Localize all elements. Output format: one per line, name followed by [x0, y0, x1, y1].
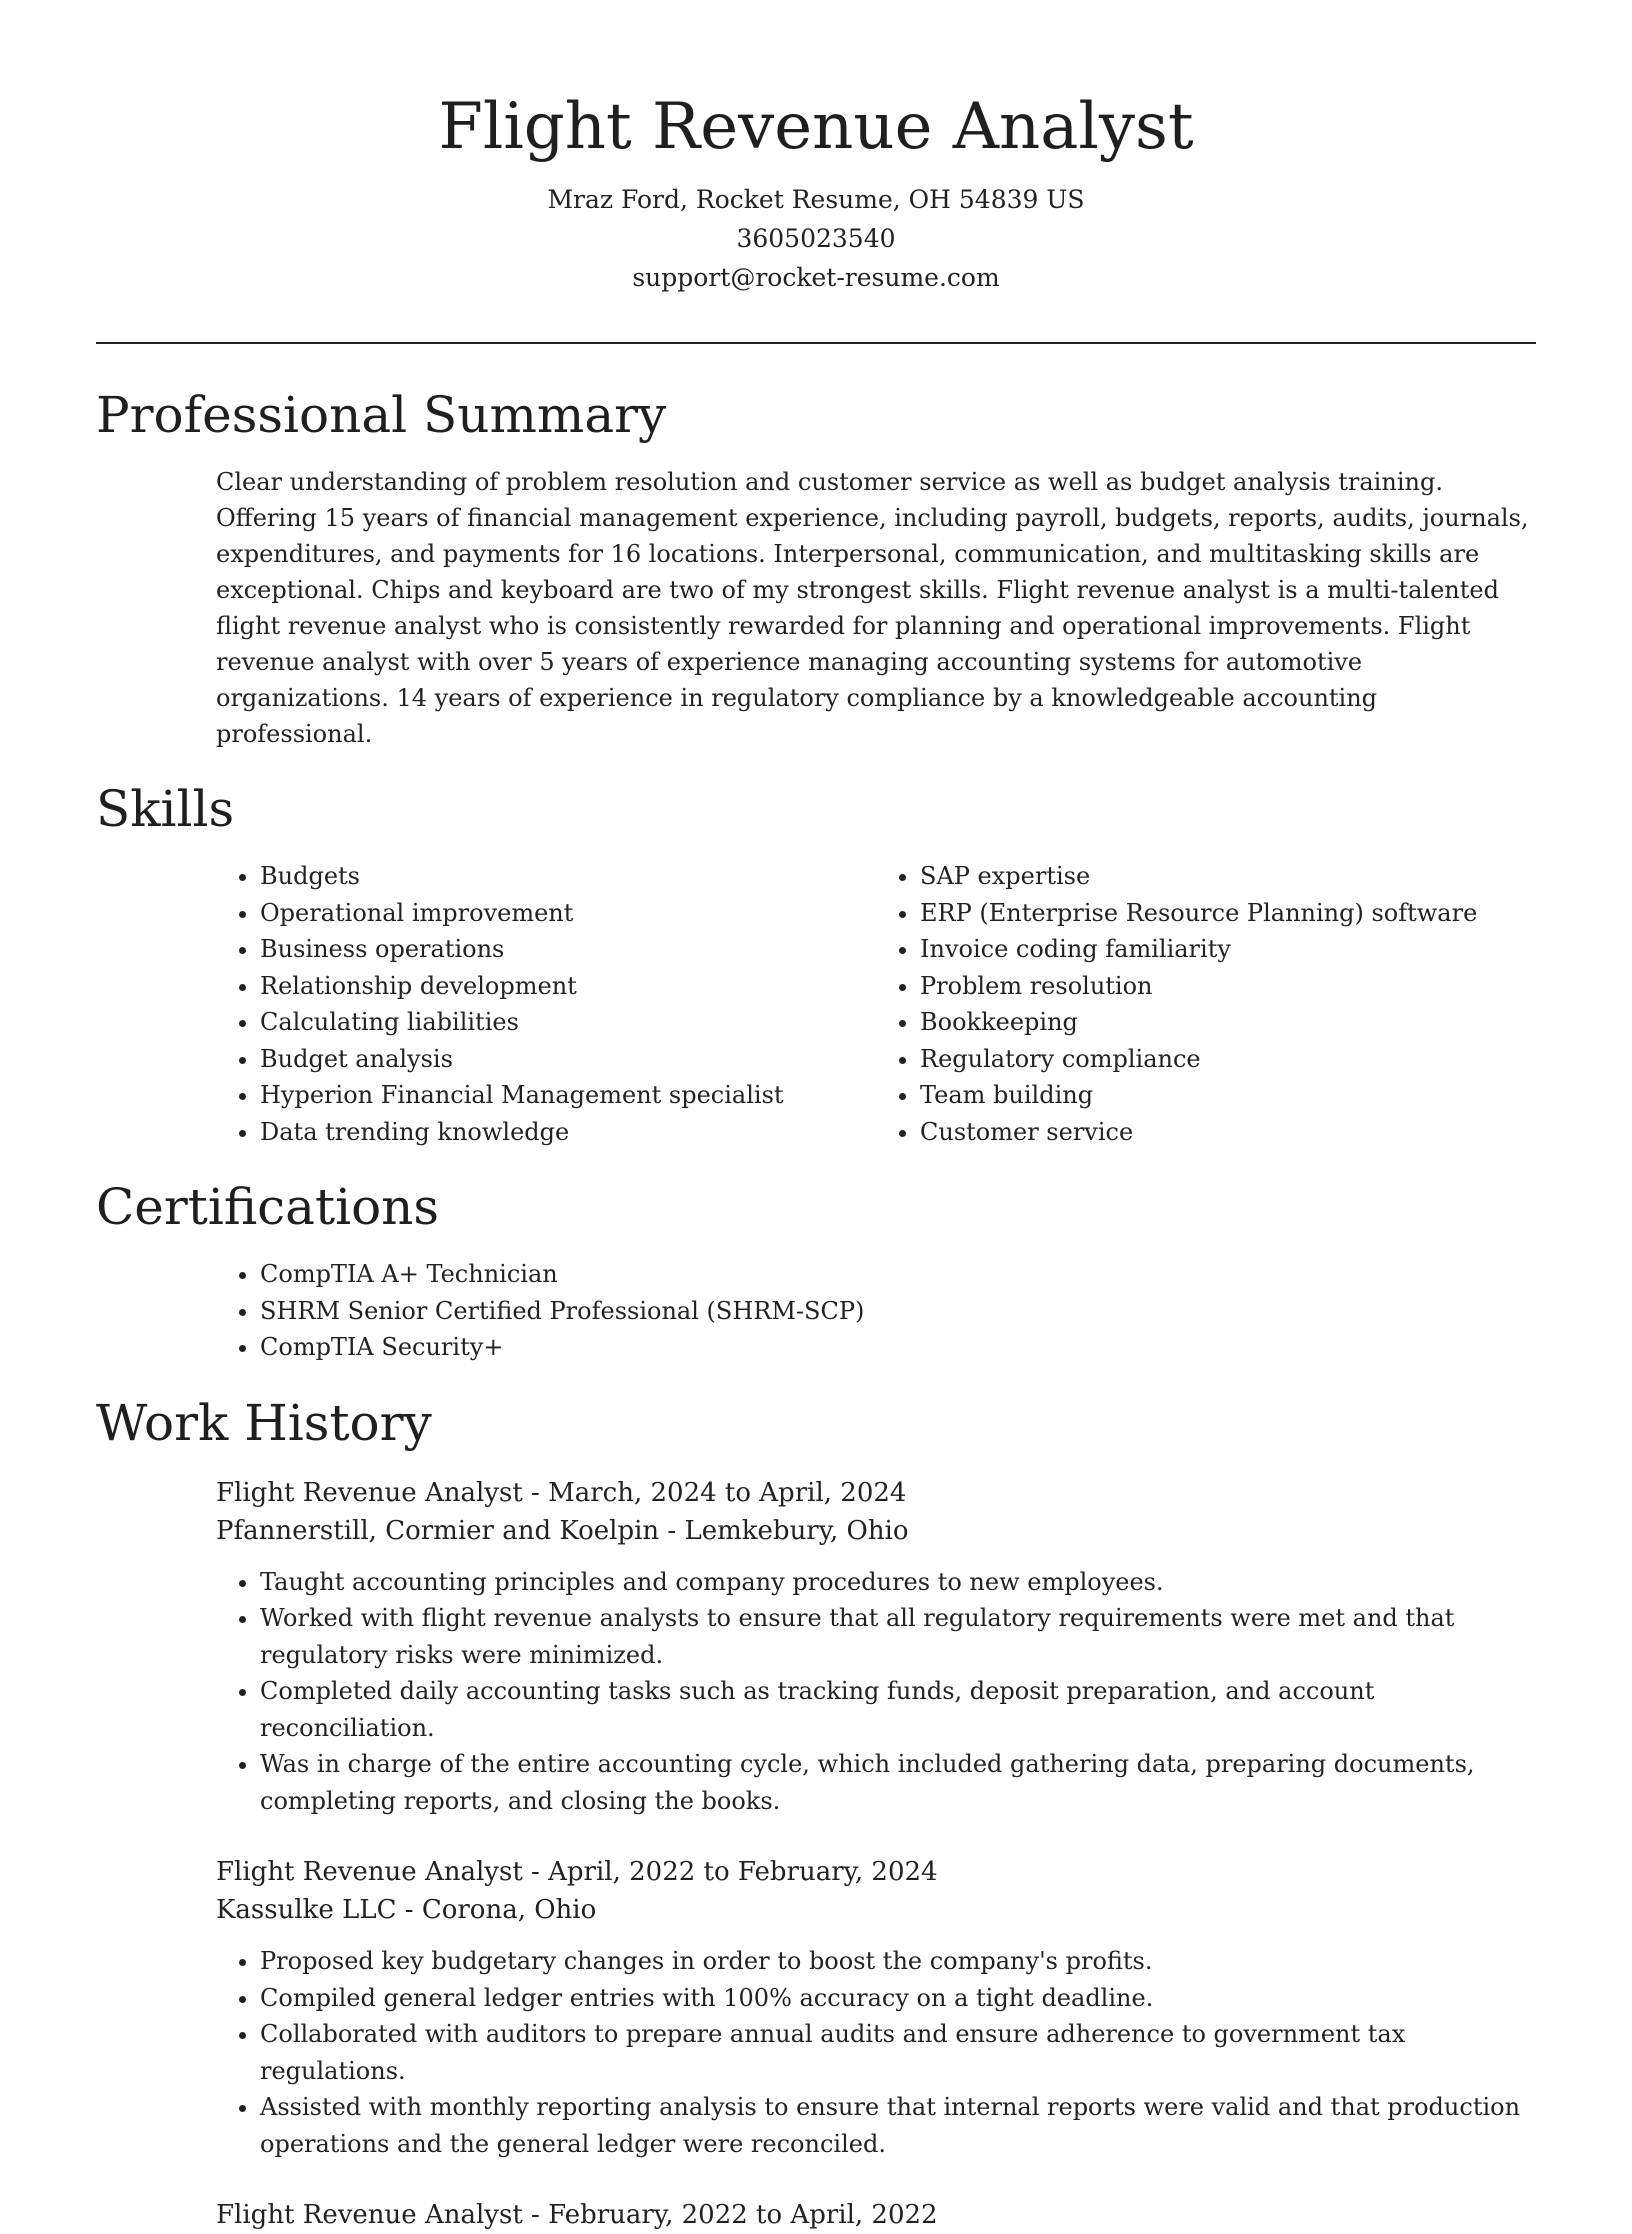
job-entry — [216, 2196, 1536, 2234]
work-history-section — [96, 1388, 1536, 2234]
list-item: • Proposed key budgetary changes in order to boost the company's profits. — [260, 1943, 1536, 1980]
list-item: • Problem resolution — [920, 968, 1536, 1005]
list-item: • Hyperion Financial Management specialist — [260, 1077, 876, 1114]
job-location: - Corona, Ohio — [397, 1895, 597, 1925]
list-item: • Customer service — [920, 1114, 1536, 1151]
list-item: • Calculating liabilities — [260, 1004, 876, 1041]
job-company-line — [216, 1891, 1536, 1929]
job-title-line — [216, 1853, 1536, 1891]
certifications-section — [96, 1172, 1536, 1366]
list-item: • Compiled general ledger entries with 100% accuracy on a tight deadline. — [260, 1980, 1536, 2017]
list-item: • Completed daily accounting tasks such as tracking funds, deposit preparation, and account reconciliation. — [260, 1673, 1536, 1746]
list-item: • SAP expertise — [920, 858, 1536, 895]
list-item: • Was in charge of the entire accounting cycle, which included gathering data, preparing documents, completing reports, and closing the books. — [260, 1746, 1536, 1819]
list-item: • Collaborated with auditors to prepare annual audits and ensure adherence to government tax regulations. — [260, 2016, 1536, 2089]
resume-body — [96, 380, 1536, 2234]
certifications-heading: Certifications — [96, 1172, 1536, 1242]
job-dates: - April, 2022 to February, 2024 — [523, 1857, 938, 1887]
list-item: • Operational improvement — [260, 895, 876, 932]
skills-left-list — [216, 858, 876, 1150]
job-title-line — [216, 1474, 1536, 1512]
job-company-line — [216, 1512, 1536, 1550]
list-item: • Budgets — [260, 858, 876, 895]
list-item: • Invoice coding familiarity — [920, 931, 1536, 968]
candidate-name: Flight Revenue Analyst — [0, 86, 1632, 168]
email: support@rocket-resume.com — [0, 258, 1632, 297]
job-dates: - February, 2022 to April, 2022 — [523, 2200, 938, 2230]
certifications-list — [216, 1256, 1536, 1366]
job-location: - Lemkebury, Ohio — [659, 1516, 908, 1546]
list-item: • CompTIA Security+ — [260, 1329, 1536, 1366]
job-title: Flight Revenue Analyst — [216, 1857, 523, 1887]
list-item: • Assisted with monthly reporting analysis to ensure that internal reports were valid and that production operations and the general ledger were reconciled. — [260, 2089, 1536, 2162]
job-dates: - March, 2024 to April, 2024 — [523, 1478, 907, 1508]
phone: 3605023540 — [0, 219, 1632, 258]
skills-right-list — [876, 858, 1536, 1150]
job-entry — [216, 1853, 1536, 2162]
resume-header — [0, 0, 1632, 297]
summary-text: Clear understanding of problem resolution and customer service as well as budget analysis training. Offering 15 years of financial management experience, including payroll, budgets, reports, audits, journals, expenditures, and payments for 16 locations. Interpersonal, communication, and multitasking skills are exceptional. Chips and keyboard are two of my strongest skills. Flight revenue analyst is a multi-talented flight revenue analyst who is consistently rewarded for planning and operational improvements. Flight revenue analyst with over 5 years of experience managing accounting systems for automotive organizations. 14 years of experience in regulatory compliance by a knowledgeable accounting professional. — [216, 464, 1536, 752]
summary-section — [96, 380, 1536, 752]
job-title: Flight Revenue Analyst — [216, 1478, 523, 1508]
list-item: • Data trending knowledge — [260, 1114, 876, 1151]
job-bullets — [216, 1943, 1536, 2162]
skills-columns — [216, 858, 1536, 1150]
certifications-list-wrap — [216, 1256, 1536, 1366]
list-item: • CompTIA A+ Technician — [260, 1256, 1536, 1293]
skills-section — [96, 774, 1536, 1150]
list-item: • SHRM Senior Certified Professional (SHRM-SCP) — [260, 1293, 1536, 1330]
list-item: • Worked with flight revenue analysts to ensure that all regulatory requirements were met and that regulatory risks were minimized. — [260, 1600, 1536, 1673]
work-history-heading: Work History — [96, 1388, 1536, 1458]
list-item: • Taught accounting principles and company procedures to new employees. — [260, 1564, 1536, 1601]
job-company: Kassulke LLC — [216, 1895, 397, 1925]
contact-info — [0, 180, 1632, 297]
list-item: • Team building — [920, 1077, 1536, 1114]
summary-heading: Professional Summary — [96, 380, 1536, 450]
job-title: Flight Revenue Analyst — [216, 2200, 523, 2230]
job-title-line — [216, 2196, 1536, 2234]
job-entry — [216, 1474, 1536, 1820]
job-bullets — [216, 1564, 1536, 1820]
skills-heading: Skills — [96, 774, 1536, 844]
list-item: • Relationship development — [260, 968, 876, 1005]
list-item: • Budget analysis — [260, 1041, 876, 1078]
header-divider — [96, 342, 1536, 344]
address: Mraz Ford, Rocket Resume, OH 54839 US — [0, 180, 1632, 219]
job-company: Pfannerstill, Cormier and Koelpin — [216, 1516, 659, 1546]
list-item: • Business operations — [260, 931, 876, 968]
list-item: • Bookkeeping — [920, 1004, 1536, 1041]
list-item: • ERP (Enterprise Resource Planning) software — [920, 895, 1536, 932]
list-item: • Regulatory compliance — [920, 1041, 1536, 1078]
